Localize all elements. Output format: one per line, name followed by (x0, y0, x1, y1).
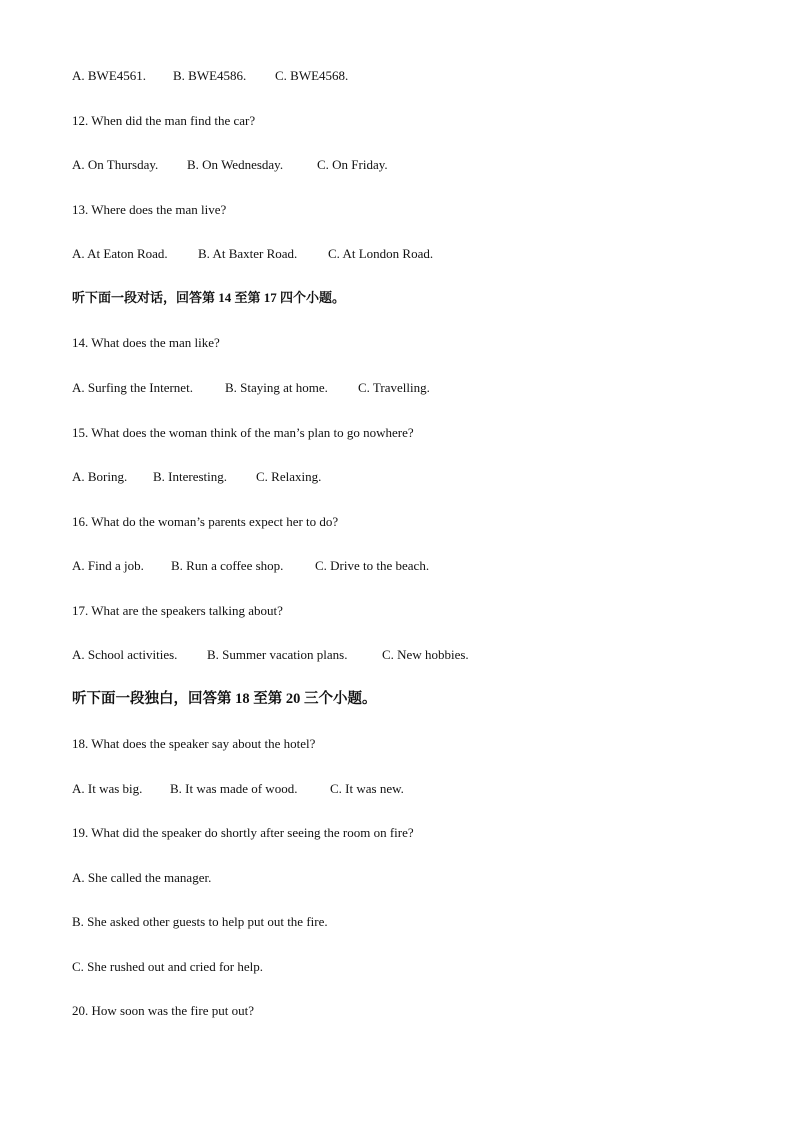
option-b: B. Run a coffee shop. (171, 558, 284, 573)
question-19-option-c: C. She rushed out and cried for help. (72, 959, 263, 974)
question-16-options (72, 558, 429, 574)
option-a: A. On Thursday. (72, 157, 159, 172)
question-16-text: 16. What do the woman’s parents expect her to do? (72, 514, 339, 529)
question-13-text: 13. Where does the man live? (72, 202, 227, 217)
option-a: A. Find a job. (72, 558, 144, 573)
question-19-option-b: B. She asked other guests to help put out the fire. (72, 914, 328, 929)
option-a: A. Surfing the Internet. (72, 380, 193, 395)
question-13-options (72, 246, 433, 262)
question-19-text: 19. What did the speaker do shortly after seeing the room on fire? (72, 825, 414, 840)
question-15-options (72, 469, 321, 485)
option-b: B. On Wednesday. (187, 157, 284, 172)
option-b: B. BWE4586. (173, 68, 247, 83)
question-15-text: 15. What does the woman think of the man’s plan to go nowhere? (72, 425, 414, 440)
question-18-options (72, 781, 404, 797)
option-a: A. It was big. (72, 781, 143, 796)
option-b: B. Interesting. (153, 469, 228, 484)
option-a: A. School activities. (72, 647, 178, 662)
option-b: B. At Baxter Road. (198, 246, 298, 261)
question-20-text: 20. How soon was the fire put out? (72, 1003, 254, 1018)
question-14-options (72, 380, 430, 396)
question-12-text: 12. When did the man find the car? (72, 113, 256, 128)
question-17-text: 17. What are the speakers talking about? (72, 603, 283, 618)
option-c: C. New hobbies. (382, 647, 469, 662)
question-11-options (72, 68, 348, 84)
option-b: B. Staying at home. (225, 380, 328, 395)
option-c: C. Relaxing. (256, 469, 322, 484)
option-b: B. It was made of wood. (170, 781, 298, 796)
question-17-options (72, 647, 469, 663)
option-a: A. Boring. (72, 469, 128, 484)
question-19-option-a: A. She called the manager. (72, 870, 212, 885)
option-c: C. At London Road. (328, 246, 434, 261)
question-14-text: 14. What does the man like? (72, 335, 220, 350)
option-c: C. On Friday. (317, 157, 388, 172)
option-c: C. It was new. (330, 781, 404, 796)
question-12-options (72, 157, 388, 173)
question-18-text: 18. What does the speaker say about the hotel? (72, 736, 316, 751)
section-heading-dialogue: 听下面一段对话，回答第 14 至第 17 四个小题。 (72, 290, 346, 305)
option-b: B. Summer vacation plans. (207, 647, 348, 662)
option-c: C. Travelling. (358, 380, 430, 395)
option-c: C. Drive to the beach. (315, 558, 430, 573)
option-c: C. BWE4568. (275, 68, 349, 83)
option-a: A. BWE4561. (72, 68, 147, 83)
option-a: A. At Eaton Road. (72, 246, 168, 261)
section-heading-monologue: 听下面一段独白，回答第 18 至第 20 三个小题。 (72, 691, 377, 707)
